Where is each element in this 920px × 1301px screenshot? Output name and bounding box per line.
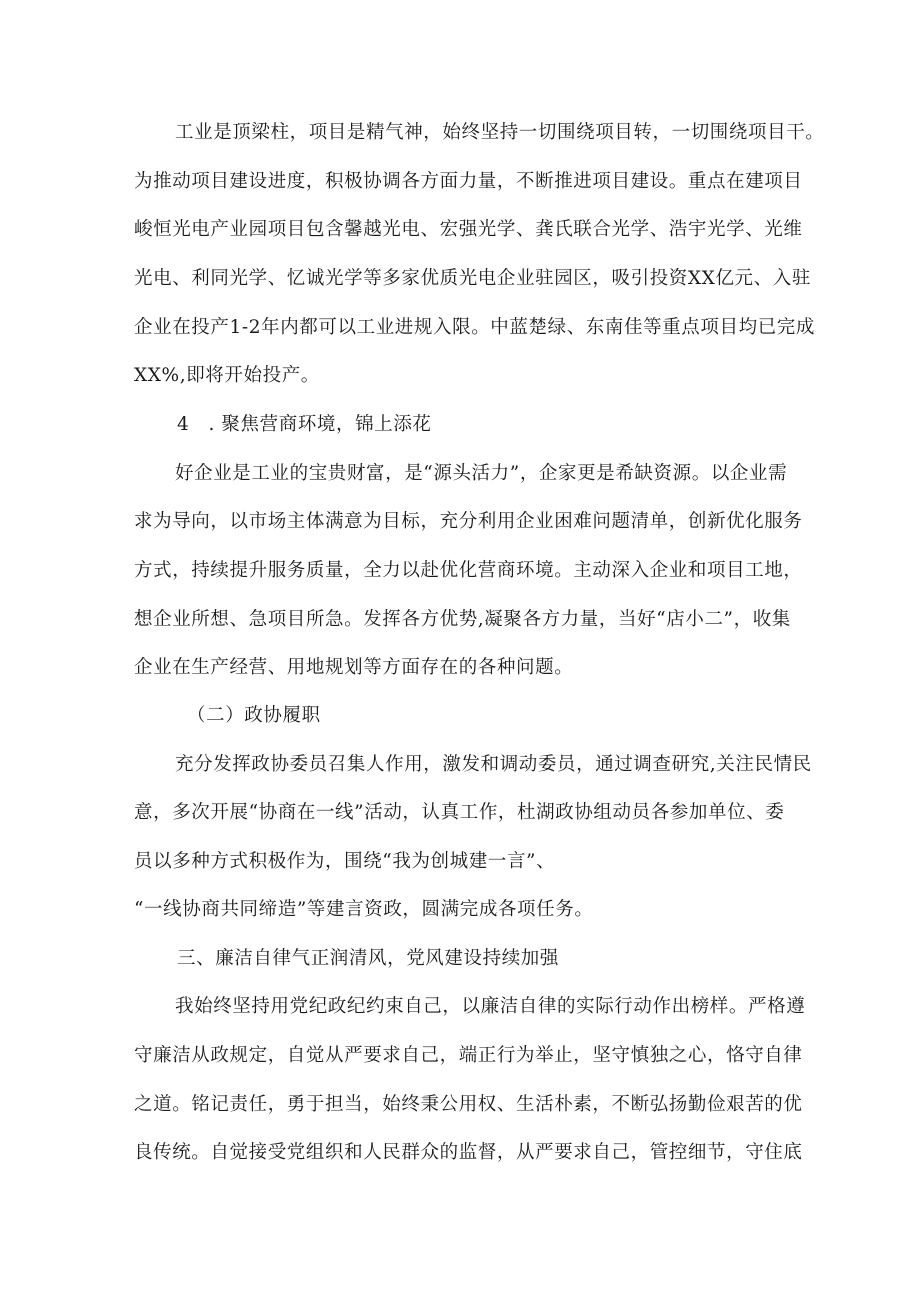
paragraph-line: 光电、利同光学、忆诚光学等多家优质光电企业驻园区，吸引投资XX亿元、入驻: [134, 268, 811, 289]
section-heading: 4 . 聚焦营商环境，锦上添花: [177, 414, 432, 435]
paragraph-line: “一线协商共同缔造”等建言资政，圆满完成各项任务。: [134, 899, 594, 920]
paragraph-line: 工业是顶梁柱，项目是精气神，始终坚持一切围绕项目转，一切围绕项目干。: [175, 122, 825, 143]
paragraph-line: 意，多次开展“协商在一线”活动，认真工作，杜湖政协组动员各参加单位、委: [134, 802, 785, 823]
paragraph-line: 方式，持续提升服务质量，全力以赴优化营商环境。主动深入企业和项目工地，: [134, 560, 803, 581]
paragraph-line: 为推动项目建设进度，积极协调各方面力量，不断推进项目建设。重点在建项目: [134, 171, 803, 192]
paragraph-line: 良传统。自觉接受党组织和人民群众的监督，从严要求自己，管控细节，守住底: [134, 1142, 803, 1163]
paragraph-line: 求为导向，以市场主体满意为目标，充分利用企业困难问题清单，创新优化服务: [134, 511, 803, 532]
paragraph-line: 员以多种方式积极作为，围绕“我为创城建一言”、: [134, 851, 556, 872]
paragraph-line: 好企业是工业的宝贵财富，是“源头活力”，企家更是希缺资源。以企业需: [175, 463, 788, 484]
paragraph-line: 企业在生产经营、用地规划等方面存在的各种问题。: [134, 657, 574, 678]
paragraph-line: XX%,即将开始投产。: [134, 365, 320, 386]
paragraph-line: 充分发挥政协委员召集人作用，激发和调动委员，通过调查研究,关注民情民: [175, 754, 812, 775]
paragraph-line: 峻恒光电产业园项目包含馨越光电、宏强光学、龚氏联合光学、浩宇光学、光维: [134, 219, 803, 240]
paragraph-line: 我始终坚持用党纪政纪约束自己，以廉洁自律的实际行动作出榜样。严格遵: [175, 996, 806, 1017]
paragraph-line: 想企业所想、急项目所急。发挥各方优势,凝聚各方力量，当好“店小二”，收集: [134, 609, 791, 630]
section-heading: （二）政协履职: [187, 705, 321, 726]
section-heading: 三、廉洁自律气正润清风，党风建设持续加强: [177, 948, 560, 969]
paragraph-line: 之道。铭记责任，勇于担当，始终秉公用权、生活朴素，不断弘扬勤俭艰苦的优: [134, 1094, 803, 1115]
paragraph-line: 企业在投产1-2年内都可以工业进规入限。中蓝楚绿、东南佳等重点项目均已完成: [134, 317, 815, 338]
paragraph-line: 守廉洁从政规定，自觉从严要求自己，端正行为举止，坚守慎独之心，恪守自律: [134, 1045, 803, 1066]
